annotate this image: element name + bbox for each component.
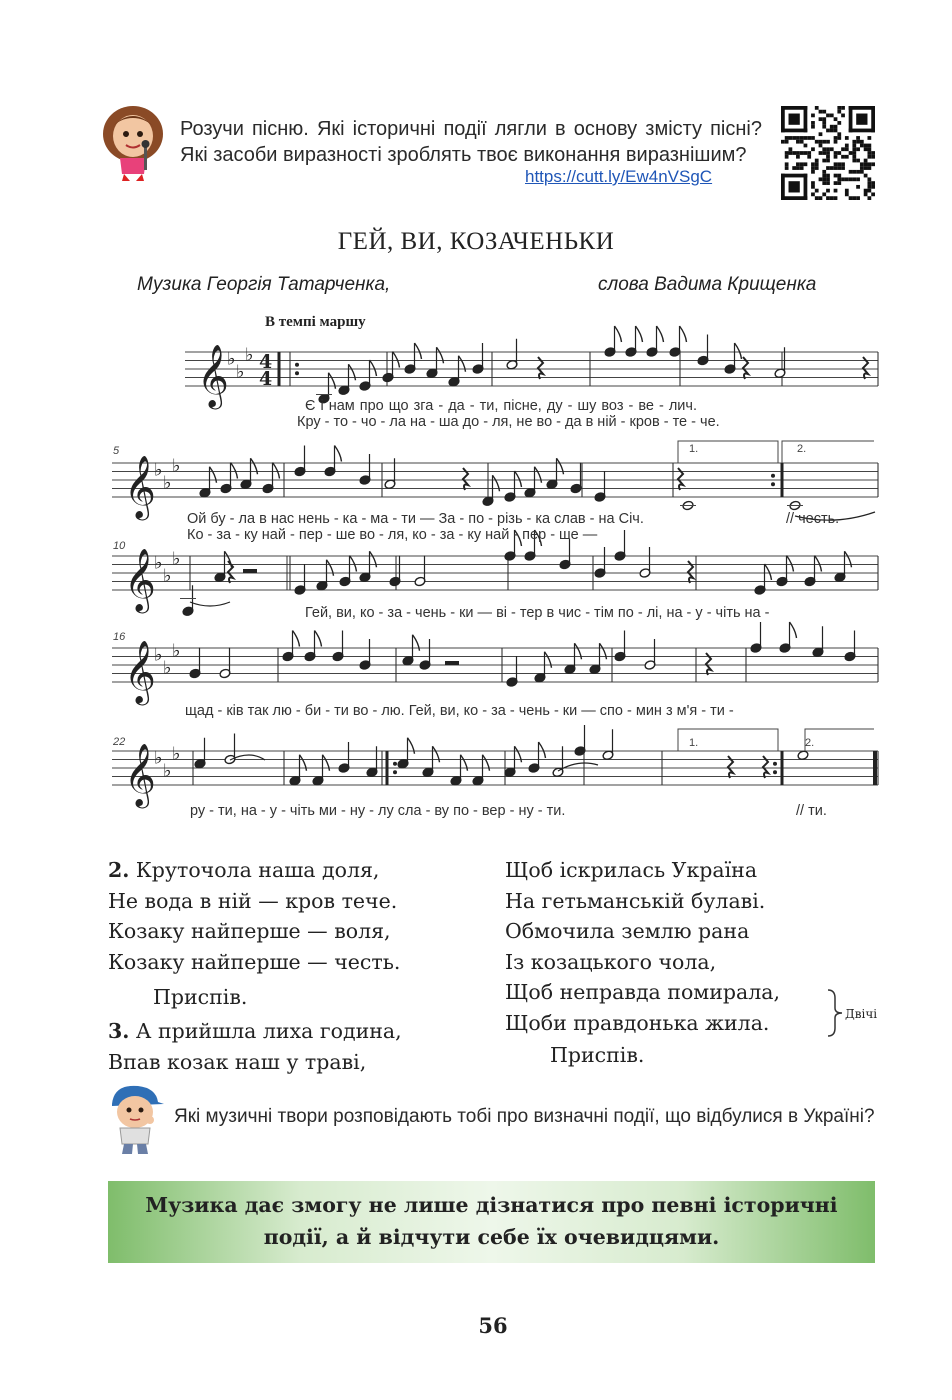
volta-1-row2: 1. [689, 443, 699, 455]
note-flag [787, 556, 794, 572]
note-flag [315, 631, 322, 647]
music-credit: Музика Георгія Татарченка, [137, 274, 391, 295]
note-flag [393, 352, 400, 368]
note-flag [370, 360, 377, 376]
verses-right [505, 855, 780, 1038]
repeat-dot [393, 762, 397, 766]
page-number: 56 [478, 1313, 508, 1338]
note-flag [350, 556, 357, 572]
note-flag [680, 326, 687, 342]
measure-number-16: 16 [113, 631, 126, 643]
repeat-dot [771, 482, 775, 486]
lyrics-row5-end: // ти. [796, 803, 827, 819]
flat-icon: ♭ [154, 747, 163, 769]
verses-left [108, 855, 400, 977]
refrain-label-left: Приспів. [153, 985, 248, 1009]
note-flag [539, 742, 546, 758]
repeat-dot [771, 474, 775, 478]
note-flag [735, 343, 742, 359]
note-flag [231, 463, 238, 479]
repeat-label: Двічі [845, 1007, 878, 1021]
volta-2-row5: 2. [805, 737, 815, 749]
note-flag [615, 326, 622, 342]
discussion-question: Які музичні твори розповідають тобі про визначні події, що відбулися в Україні? [174, 1106, 875, 1127]
flat-icon: ♭ [154, 552, 163, 574]
banner-line-2: події, а й відчути себе їх очевидцями. [263, 1225, 720, 1249]
verse-line: Щоб неправда помирала, [505, 980, 781, 1004]
note-flag [815, 556, 822, 572]
girl-singing-illustration [100, 104, 170, 182]
repeat-brace [826, 988, 844, 1038]
boy-thinking-illustration [104, 1082, 166, 1156]
repeat-dot [295, 363, 299, 367]
time-signature-top: 4 [259, 351, 273, 373]
note-flag [657, 326, 664, 342]
flat-icon: ♭ [154, 644, 163, 666]
time-signature-bottom: 4 [259, 368, 273, 390]
verse-line: Впав козак наш у траві, [108, 1049, 367, 1074]
task-text: Розучи пісню. Які історичні події лягли в основу змісту пісні? Які засоби виразності зроблять твоє виконання виразнішим? [180, 118, 762, 166]
resource-link[interactable]: https://cutt.ly/Ew4nVSgC [525, 167, 713, 186]
lyrics-row4: щад - ків так лю - би - ти во - лю. Гей, ви, ко - за - чень - ки — спо - мин з м'я - ти - [185, 703, 734, 719]
measure-number-5: 5 [113, 445, 120, 457]
verse-line: 2. Круточола наша доля, [108, 858, 380, 882]
note-flag [765, 564, 772, 580]
volta-bracket [782, 441, 874, 463]
verse-line: Не вода в ній — кров тече. [108, 888, 398, 913]
treble-clef-icon: 𝄞 [124, 455, 156, 518]
repeat-dot [773, 770, 777, 774]
lyrics-row1-a: Є і нам про що зга - да - ти, пісне, ду - шу воз - ве - лич. [305, 398, 697, 414]
note-flag [415, 343, 422, 359]
banner-line-1: Музика дає змогу не лише дізнатися про певні історичні [145, 1193, 838, 1217]
words-credit: слова Вадима Крищенка [598, 274, 817, 295]
repeat-dot [295, 371, 299, 375]
flat-icon: ♭ [163, 760, 172, 782]
flat-icon: ♭ [163, 472, 172, 494]
measure-number-10: 10 [113, 540, 126, 552]
whole-rest [243, 569, 257, 573]
verse-line: Обмочила землю рана [505, 919, 750, 943]
flat-icon: ♭ [154, 459, 163, 481]
refrain-label-right: Приспів. [550, 1043, 645, 1067]
lyrics-row3: Гей, ви, ко - за - чень - ки — ві - тер в чис - тім по - лі, на - у - чіть на - [305, 605, 770, 621]
flat-icon: ♭ [163, 565, 172, 587]
lyrics-row1-b: Кру - то - чо - ла на - ша до - ля, не во - да в ній - кров - те - че. [297, 414, 720, 430]
whole-rest [445, 661, 459, 665]
tempo-marking: В темпі маршу [265, 314, 366, 330]
repeat-dot [393, 770, 397, 774]
note-flag [335, 446, 342, 462]
tie [558, 763, 598, 771]
note-flag [293, 631, 300, 647]
flat-icon: ♭ [172, 640, 181, 662]
flat-icon: ♭ [172, 548, 181, 570]
lyrics-row2-b: Ко - за - ку най - пер - ше во - ля, ко - за - ку най - пер - ше — [187, 527, 598, 543]
treble-clef-icon: 𝄞 [124, 548, 156, 611]
song-title: ГЕЙ, ВИ, КОЗАЧЕНЬКИ [337, 228, 615, 255]
note-flag [273, 463, 280, 479]
flat-icon: ♭ [172, 455, 181, 477]
volta-1-row5: 1. [689, 737, 699, 749]
note-head [797, 750, 809, 761]
note-flag [790, 622, 797, 638]
verse-line: 3. А прийшла лиха година, [108, 1019, 402, 1043]
verse-line: Щоби правдонька жила. [505, 1010, 770, 1035]
qr-code[interactable] [781, 106, 875, 200]
sheet-music [100, 305, 890, 830]
lyrics-row5: ру - ти, на - у - чіть ми - ну - лу сла - ву по - вер - ну - ти. [190, 803, 566, 819]
lyrics-row2-a: Ой бу - ла в нас нень - ка - ма - ти — За - по - різь - ка слав - на Січ. [187, 511, 644, 527]
volta-bracket [805, 729, 874, 751]
key-idea-banner [108, 1181, 875, 1263]
verse-line: На гетьманській булаві. [505, 888, 766, 913]
note-flag [515, 471, 522, 487]
verse-line: Щоб іскрилась Україна [505, 858, 758, 882]
treble-clef-icon: 𝄞 [124, 640, 156, 703]
repeat-dot [773, 762, 777, 766]
verse-line: Козаку найперше — воля, [108, 919, 391, 943]
lyrics-row2-a-end: // честь. [786, 511, 840, 527]
measure-number-22: 22 [113, 736, 126, 748]
flat-icon: ♭ [163, 657, 172, 679]
flat-icon: ♭ [172, 743, 181, 765]
flat-icon: ♭ [227, 348, 236, 370]
note-flag [636, 326, 643, 342]
verse-line: Козаку найперше — честь. [108, 949, 401, 974]
verse-line: Із козацького чола, [505, 949, 717, 974]
flat-icon: ♭ [236, 361, 245, 383]
volta-2-row2: 2. [797, 443, 807, 455]
flat-icon: ♭ [245, 344, 254, 366]
treble-clef-icon: 𝄞 [124, 743, 156, 806]
verses-left-2 [108, 1016, 402, 1077]
tie [190, 602, 230, 606]
treble-clef-icon: 𝄞 [197, 344, 229, 407]
